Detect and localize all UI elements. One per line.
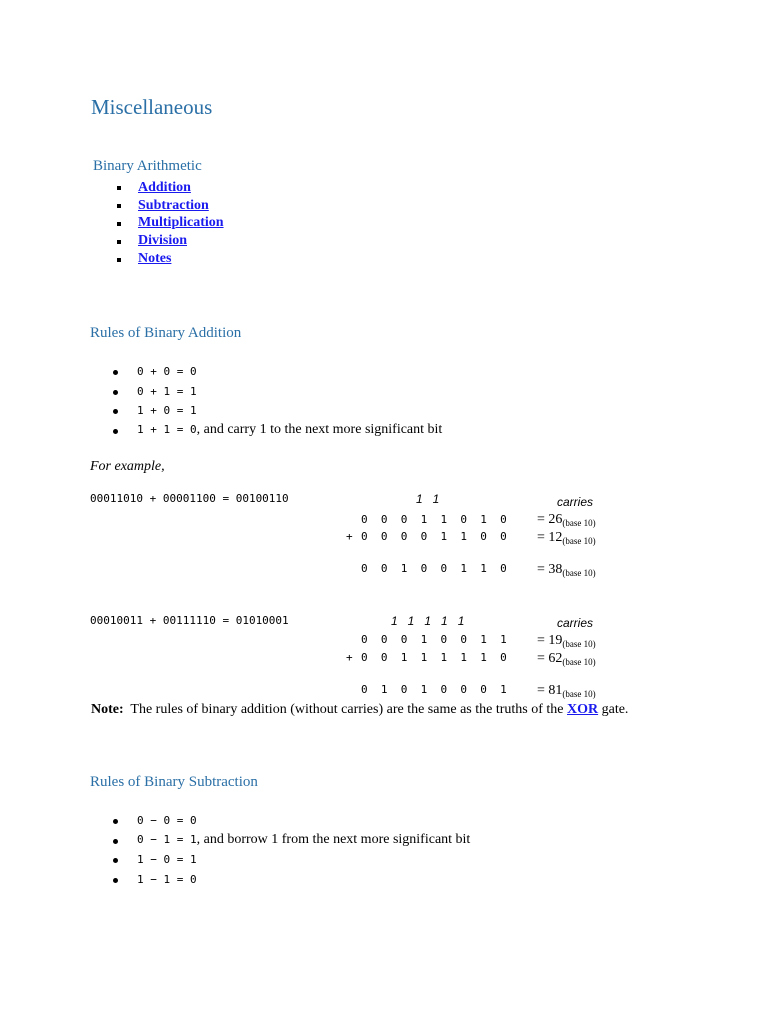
toc-bullet xyxy=(117,204,121,208)
decimal-number: = 19 xyxy=(537,633,563,648)
subtraction-rule xyxy=(137,852,197,868)
decimal-value xyxy=(537,512,596,528)
decimal-number: = 26 xyxy=(537,512,563,527)
decimal-value xyxy=(537,530,596,546)
rule-bullet xyxy=(113,878,118,883)
carries-label: carries xyxy=(557,495,594,509)
toc-link-notes[interactable]: Notes xyxy=(138,251,172,266)
subtraction-rule xyxy=(137,872,197,888)
carries-label: carries xyxy=(557,616,594,630)
base-label: (base 10) xyxy=(562,657,596,667)
decimal-value xyxy=(537,651,596,667)
operand-row: 0 0 0 0 1 1 0 0 xyxy=(361,530,507,543)
rule-expr: 0 − 0 = 0 xyxy=(137,814,197,827)
carry-digits: 1 1 1 1 1 xyxy=(391,614,465,628)
page-title: Miscellaneous xyxy=(91,95,213,119)
decimal-number: = 38 xyxy=(537,562,563,577)
base-label: (base 10) xyxy=(562,568,596,578)
rule-bullet xyxy=(113,839,118,844)
note-end: gate. xyxy=(601,702,629,717)
rule-bullet xyxy=(113,858,118,863)
decimal-number: = 62 xyxy=(537,651,563,666)
note-text: The rules of binary addition (without carries) are the same as the truths of the xyxy=(130,702,564,717)
example-expression: 00011010 + 00001100 = 00100110 xyxy=(90,492,289,505)
rule-bullet xyxy=(113,390,118,395)
base-label: (base 10) xyxy=(562,518,596,528)
decimal-number: = 81 xyxy=(537,683,563,698)
example-expression: 00010011 + 00111110 = 01010001 xyxy=(90,614,289,627)
addition-rule xyxy=(137,384,197,400)
addition-rule xyxy=(137,422,442,438)
addition-rule xyxy=(137,364,197,380)
subtraction-heading: Rules of Binary Subtraction xyxy=(90,774,258,790)
operand-row: 0 0 1 1 1 1 1 0 xyxy=(361,651,507,664)
rule-tail: , and carry 1 to the next more significant bit xyxy=(196,422,443,437)
rule-expr: 1 − 1 = 0 xyxy=(137,873,197,886)
rule-bullet xyxy=(113,409,118,414)
plus-sign: + xyxy=(346,651,353,664)
addition-heading: Rules of Binary Addition xyxy=(90,325,242,341)
rule-expr: 1 + 0 = 1 xyxy=(137,404,197,417)
carry-digits: 1 1 xyxy=(416,492,440,506)
decimal-value xyxy=(537,562,596,578)
result-row: 0 0 1 0 0 1 1 0 xyxy=(361,562,507,575)
rule-expr: 0 − 1 = 1 xyxy=(137,833,197,846)
rule-expr: 0 + 0 = 0 xyxy=(137,365,197,378)
base-label: (base 10) xyxy=(562,536,596,546)
toc-link-division[interactable]: Division xyxy=(138,233,188,248)
note-paragraph xyxy=(91,702,628,718)
decimal-value xyxy=(537,633,596,649)
toc-link-subtraction[interactable]: Subtraction xyxy=(138,198,209,213)
toc-bullet xyxy=(117,258,121,262)
decimal-value xyxy=(537,683,596,699)
toc-bullet xyxy=(117,222,121,226)
rule-expr: 1 − 0 = 1 xyxy=(137,853,197,866)
rule-bullet xyxy=(113,429,118,434)
rule-expr: 1 + 1 = 0 xyxy=(137,423,197,436)
toc-bullet xyxy=(117,240,121,244)
toc-link-multiplication[interactable]: Multiplication xyxy=(138,215,224,230)
toc-heading: Binary Arithmetic xyxy=(93,158,202,174)
for-example: For example, xyxy=(90,459,165,474)
base-label: (base 10) xyxy=(562,639,596,649)
addition-rule xyxy=(137,403,197,419)
result-row: 0 1 0 1 0 0 0 1 xyxy=(361,683,507,696)
plus-sign: + xyxy=(346,530,353,543)
operand-row: 0 0 0 1 0 0 1 1 xyxy=(361,633,507,646)
rule-bullet xyxy=(113,370,118,375)
xor-link[interactable]: XOR xyxy=(566,702,599,717)
rule-tail: , and borrow 1 from the next more significant bit xyxy=(196,832,471,847)
operand-row: 0 0 0 1 1 0 1 0 xyxy=(361,513,507,526)
toc-bullet xyxy=(117,186,121,190)
subtraction-rule xyxy=(137,813,197,829)
toc-link-addition[interactable]: Addition xyxy=(138,180,191,195)
base-label: (base 10) xyxy=(562,689,596,699)
note-label: Note: xyxy=(91,702,124,717)
subtraction-rule xyxy=(137,832,470,848)
decimal-number: = 12 xyxy=(537,530,563,545)
rule-bullet xyxy=(113,819,118,824)
rule-expr: 0 + 1 = 1 xyxy=(137,385,197,398)
